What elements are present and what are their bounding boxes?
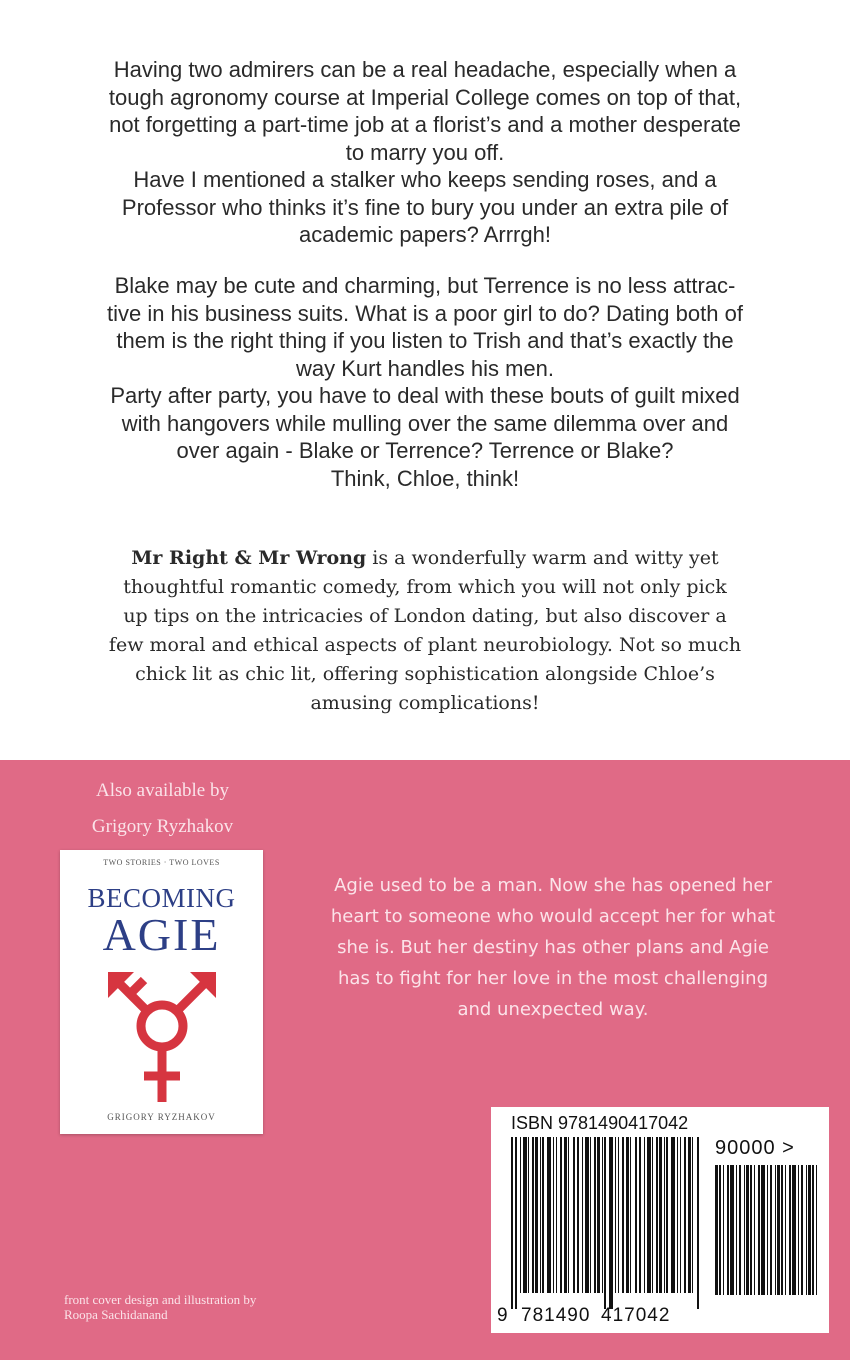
also-available-label: Also available by xyxy=(96,780,229,801)
barcode-bar xyxy=(639,1137,641,1293)
barcode-bar xyxy=(666,1137,668,1293)
barcode-bar xyxy=(792,1165,796,1295)
barcode-bar xyxy=(560,1137,562,1293)
barcode-bar xyxy=(644,1137,645,1293)
barcode-bar xyxy=(777,1165,780,1295)
barcode-bar xyxy=(626,1137,629,1293)
blurb-line: with hangovers while mulling over the same dilemma over and xyxy=(121,410,729,436)
barcode-bar xyxy=(618,1137,619,1293)
barcode-bar xyxy=(680,1137,681,1293)
barcode-bar xyxy=(736,1165,737,1295)
book-title-bold: Mr Right & Mr Wrong xyxy=(131,547,367,569)
barcode-bar xyxy=(659,1137,662,1293)
barcode-bar xyxy=(677,1137,678,1293)
barcode-bar xyxy=(770,1165,772,1295)
barcode-bar xyxy=(622,1137,624,1293)
barcode-bar xyxy=(775,1165,776,1295)
barcode-bar xyxy=(727,1165,729,1295)
agie-line: heart to someone who would accept her for what xyxy=(330,906,776,927)
blurb-line: up tips on the intricacies of London dating, but also discover a xyxy=(123,605,727,627)
barcode-bar xyxy=(590,1137,591,1293)
barcode-bar xyxy=(767,1165,768,1295)
barcode-bar xyxy=(697,1137,699,1309)
barcode-bar xyxy=(684,1137,686,1293)
blurb-paragraph-3 xyxy=(40,544,810,718)
barcode-bar xyxy=(582,1137,583,1293)
credit-line: front cover design and illustration by xyxy=(64,1292,257,1307)
book-author: GRIGORY RYZHAKOV xyxy=(107,1112,216,1122)
blurb-line: them is the right thing if you listen to Trish and that’s exactly the xyxy=(116,328,734,353)
barcode-bar xyxy=(523,1137,527,1293)
barcode-bar xyxy=(739,1165,741,1295)
barcode-bar xyxy=(532,1137,534,1293)
barcode-bar xyxy=(556,1137,557,1293)
blurb-line: not forgetting a part-time job at a florist’s and a mother desperate xyxy=(109,112,741,137)
barcode-bar xyxy=(585,1137,589,1293)
agie-line: and unexpected way. xyxy=(457,999,649,1020)
blurb-paragraph-1 xyxy=(40,56,810,249)
blurb-line: academic papers? Arrrgh! xyxy=(299,222,551,247)
barcode-bar xyxy=(540,1137,541,1293)
barcode-bar xyxy=(597,1137,600,1293)
barcode-bar xyxy=(652,1137,653,1293)
barcode-bar xyxy=(719,1165,721,1295)
blurb-line: Think, Chloe, think! xyxy=(330,465,520,491)
barcode-bar xyxy=(806,1165,807,1295)
barcode-bar xyxy=(671,1137,675,1293)
barcode-bar xyxy=(573,1137,575,1293)
barcode-bar xyxy=(520,1137,521,1293)
book-tagline: TWO STORIES · TWO LOVES xyxy=(103,858,220,867)
barcode-bar xyxy=(808,1165,811,1295)
barcode-bar xyxy=(789,1165,791,1295)
barcode-addon-bars xyxy=(715,1165,819,1311)
barcode-bar xyxy=(785,1165,786,1295)
cover-credit xyxy=(64,1292,256,1322)
book-title-line-2: AGIE xyxy=(102,909,221,960)
barcode-bar xyxy=(801,1165,803,1295)
barcode-bar xyxy=(535,1137,538,1293)
barcode-bar xyxy=(692,1137,693,1293)
book-title-line-1: BECOMING xyxy=(87,883,236,913)
barcode-bar xyxy=(730,1165,734,1295)
agie-line: she is. But her destiny has other plans and Agie xyxy=(337,937,769,958)
agie-line: Agie used to be a man. Now she has opened her xyxy=(334,875,772,896)
isbn-label: ISBN 9781490417042 xyxy=(511,1113,689,1133)
barcode-bar xyxy=(798,1165,799,1295)
barcode-bar xyxy=(511,1137,513,1309)
blurb-line: Blake may be cute and charming, but Terrence is no less attrac- xyxy=(114,273,736,298)
blurb-line xyxy=(40,544,810,573)
barcode-bar xyxy=(816,1165,817,1295)
blurb-line: tive in his business suits. What is a poor girl to do? Dating both of xyxy=(107,300,743,326)
barcode-bar xyxy=(630,1137,631,1293)
price-code: 90000 > xyxy=(715,1137,795,1159)
also-available-author: Grigory Ryzhakov xyxy=(91,816,234,837)
barcode-bar xyxy=(750,1165,752,1295)
blurb-paragraph-2 xyxy=(40,272,810,492)
barcode-bar xyxy=(761,1165,765,1295)
barcode-bar xyxy=(744,1165,745,1295)
credit-line: Roopa Sachidanand xyxy=(64,1307,168,1322)
barcode-bar xyxy=(542,1137,544,1293)
barcode-bar xyxy=(723,1165,724,1295)
blurb-line: tough agronomy course at Imperial College comes on top of that, xyxy=(108,84,742,110)
barcode-bar xyxy=(615,1137,616,1293)
barcode-bar xyxy=(609,1137,613,1309)
barcode-bar xyxy=(528,1137,529,1293)
blurb-line: Party after party, you have to deal with these bouts of guilt mixed xyxy=(110,383,740,408)
agie-blurb xyxy=(288,870,818,1025)
isbn-barcode xyxy=(491,1107,829,1333)
blurb-line: to marry you off. xyxy=(345,139,505,165)
also-available xyxy=(60,773,265,845)
barcode-bars xyxy=(511,1137,701,1309)
barcode-bar xyxy=(758,1165,760,1295)
barcode-bar xyxy=(577,1137,579,1293)
barcode-bar xyxy=(715,1165,718,1295)
blurb-line: few moral and ethical aspects of plant neurobiology. Not so much xyxy=(108,634,742,656)
barcode-bar xyxy=(568,1137,569,1293)
barcode-bar xyxy=(602,1137,603,1293)
barcode-bar xyxy=(656,1137,658,1293)
barcode-bar xyxy=(635,1137,637,1293)
barcode-bar xyxy=(647,1137,651,1293)
book-cover-thumbnail xyxy=(60,850,263,1134)
barcode-bar xyxy=(688,1137,691,1293)
transgender-symbol-icon xyxy=(106,968,218,1104)
barcode-bar xyxy=(781,1165,783,1295)
barcode-bar xyxy=(746,1165,749,1295)
blurb-line: over again - Blake or Terrence? Terrence or Blake? xyxy=(176,438,674,463)
barcode-bar xyxy=(547,1137,551,1293)
blurb-line: Having two admirers can be a real headache, especially when a xyxy=(113,57,737,82)
blurb-line: Have I mentioned a stalker who keeps sending roses, and a xyxy=(133,167,717,192)
barcode-bar xyxy=(664,1137,665,1293)
agie-line: has to fight for her love in the most challenging xyxy=(338,968,768,989)
barcode-bar xyxy=(564,1137,567,1293)
barcode-digits-left: 781490 xyxy=(521,1305,591,1326)
blurb-line-rest: is a wonderfully warm and witty yet xyxy=(366,547,719,569)
barcode-digit-first: 9 xyxy=(497,1305,509,1326)
blurb-line: amusing complications! xyxy=(310,692,540,714)
barcode-bar xyxy=(515,1137,517,1309)
blurb-line: thoughtful romantic comedy, from which you will not only pick xyxy=(123,576,727,598)
blurb-line: Professor who thinks it’s fine to bury you under an extra pile of xyxy=(121,194,729,220)
barcode-bar xyxy=(754,1165,755,1295)
barcode-bar xyxy=(594,1137,596,1293)
blurb-line: chick lit as chic lit, offering sophistication alongside Chloe’s xyxy=(135,663,715,685)
barcode-bar xyxy=(812,1165,814,1295)
barcode-digits-right: 417042 xyxy=(601,1305,671,1326)
barcode-bar xyxy=(553,1137,554,1293)
barcode-bar xyxy=(604,1137,606,1309)
blurb-line: way Kurt handles his men. xyxy=(295,355,555,381)
